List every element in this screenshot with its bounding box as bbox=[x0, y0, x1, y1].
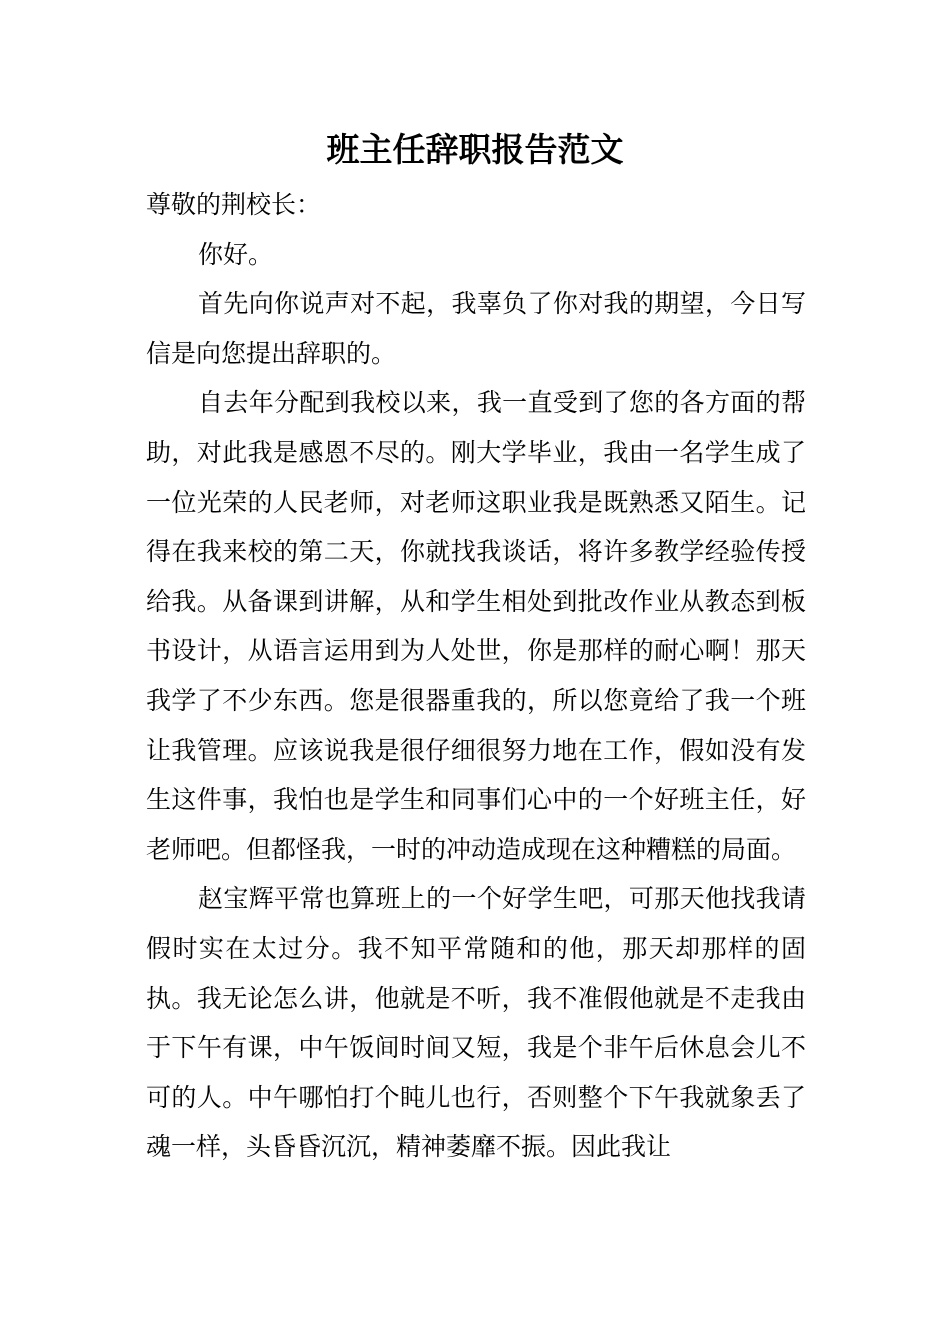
salutation: 尊敬的荆校长： bbox=[146, 190, 322, 219]
paragraph-apology: 首先向你说声对不起，我辜负了你对我的期望，今日写信是向您提出辞职的。 bbox=[146, 289, 806, 368]
document-body bbox=[146, 180, 806, 1172]
paragraph-incident: 赵宝辉平常也算班上的一个好学生吧，可那天他找我请假时实在太过分。我不知平常随和的他，那天却那样的固执。我无论怎么讲，他就是不听，我不准假他就是不走我由于下午有课，中午饭间时间又短，我是个非午后休息会儿不可的人。中午哪怕打个盹儿也行，否则整个下午我就象丢了魂一样，头昏昏沉沉，精神萎靡不振。因此我让 bbox=[146, 884, 806, 1162]
document-title: 班主任辞职报告范文 bbox=[326, 130, 624, 169]
paragraph-greeting: 你好。 bbox=[198, 239, 274, 269]
paragraph-background: 自去年分配到我校以来，我一直受到了您的各方面的帮助，对此我是感恩不尽的。刚大学毕业，我由一名学生成了一位光荣的人民老师，对老师这职业我是既熟悉又陌生。记得在我来校的第二天，你就找我谈话，将许多教学经验传授给我。从备课到讲解，从和学生相处到批改作业从教态到板书设计，从语言运用到为人处世，你是那样的耐心啊！那天我学了不少东西。您是很器重我的，所以您竟给了我一个班让我管理。应该说我是很仔细很努力地在工作，假如没有发生这件事，我怕也是学生和同事们心中的一个好班主任，好老师吧。但都怪我，一时的冲动造成现在这种糟糕的局面。 bbox=[146, 388, 806, 864]
